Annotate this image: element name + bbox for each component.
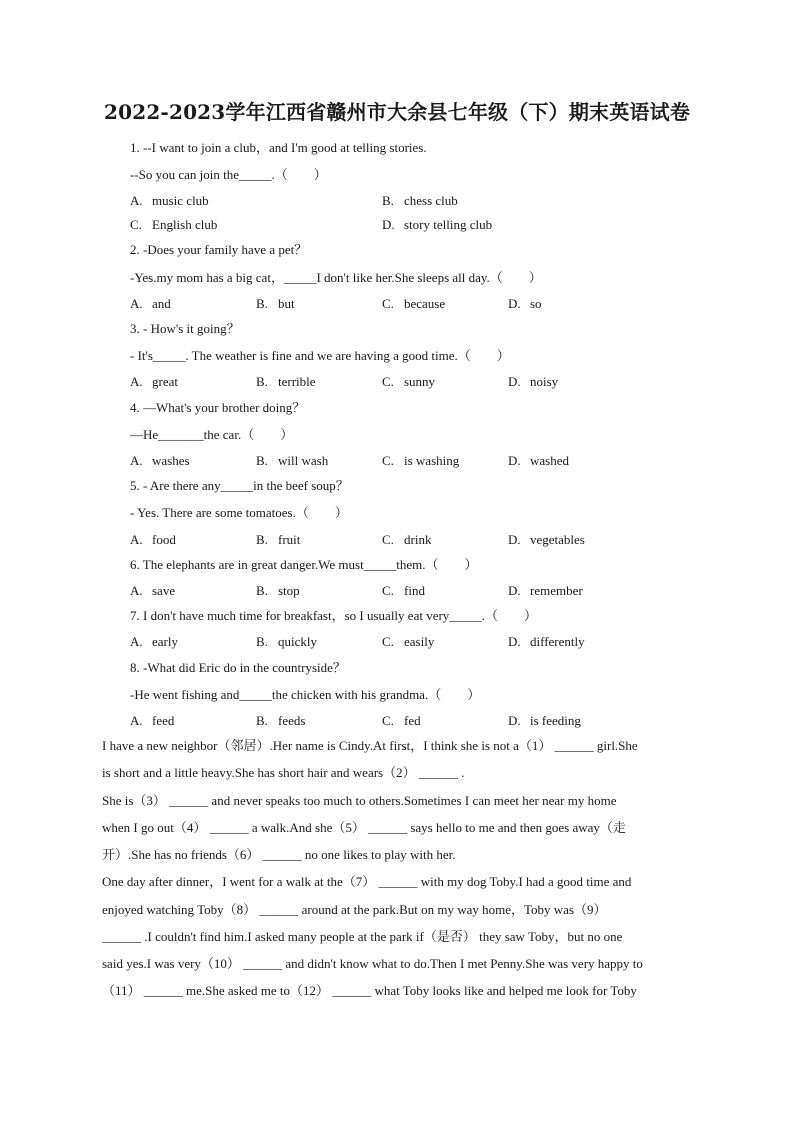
option-text: feed xyxy=(152,713,175,728)
option-letter: D. xyxy=(508,374,521,389)
answer-option[interactable] xyxy=(508,713,581,729)
option-letter: A. xyxy=(130,453,143,468)
answer-option[interactable] xyxy=(256,532,300,548)
option-text: and xyxy=(152,296,171,311)
answer-option[interactable] xyxy=(382,532,431,548)
answer-option[interactable] xyxy=(382,634,434,650)
option-text: save xyxy=(152,583,176,598)
answer-option[interactable] xyxy=(382,453,459,469)
option-letter: B. xyxy=(382,193,394,208)
answer-option[interactable] xyxy=(382,583,425,599)
option-letter: A. xyxy=(130,583,143,598)
option-text: remember xyxy=(530,583,583,598)
option-letter: C. xyxy=(382,374,394,389)
option-letter: B. xyxy=(256,713,268,728)
option-letter: A. xyxy=(130,532,143,547)
option-letter: B. xyxy=(256,583,268,598)
option-text: so xyxy=(530,296,542,311)
answer-option[interactable] xyxy=(130,634,178,650)
answer-option[interactable] xyxy=(382,296,445,312)
option-text: fed xyxy=(404,713,421,728)
answer-option[interactable] xyxy=(130,583,175,599)
option-letter: C. xyxy=(382,296,394,311)
option-letter: C. xyxy=(382,532,394,547)
question-stem: 8. -What did Eric do in the countryside？ xyxy=(130,660,346,675)
answer-option[interactable] xyxy=(130,713,174,729)
option-letter: B. xyxy=(256,634,268,649)
option-letter: D. xyxy=(508,453,521,468)
option-text: will wash xyxy=(278,453,329,468)
option-letter: A. xyxy=(130,634,143,649)
option-text: story telling club xyxy=(404,217,493,232)
option-letter: B. xyxy=(256,296,268,311)
answer-option[interactable] xyxy=(130,217,217,233)
option-text: food xyxy=(152,532,176,547)
answer-option[interactable] xyxy=(130,453,190,469)
answer-option[interactable] xyxy=(256,713,305,729)
question-prompt: -Yes.my mom has a big cat，_____I don't like her.She sleeps all day.（ ） xyxy=(130,270,542,285)
option-text: vegetables xyxy=(530,532,585,547)
option-text: noisy xyxy=(530,374,559,389)
answer-option[interactable] xyxy=(130,296,171,312)
option-text: easily xyxy=(404,634,435,649)
passage-line: ______ .I couldn't find him.I asked many people at the park if（是否） they saw Toby，but no one xyxy=(102,929,623,944)
option-letter: A. xyxy=(130,296,143,311)
option-letter: C. xyxy=(382,583,394,598)
option-text: find xyxy=(404,583,425,598)
answer-option[interactable] xyxy=(508,532,585,548)
answer-option[interactable] xyxy=(256,453,328,469)
option-letter: D. xyxy=(508,296,521,311)
option-letter: D. xyxy=(382,217,395,232)
option-text: terrible xyxy=(278,374,316,389)
option-text: sunny xyxy=(404,374,436,389)
option-letter: B. xyxy=(256,532,268,547)
passage-line: One day after dinner，I went for a walk at the（7） ______ with my dog Toby.I had a good time and xyxy=(102,874,632,889)
option-letter: D. xyxy=(508,713,521,728)
option-letter: D. xyxy=(508,532,521,547)
answer-option[interactable] xyxy=(256,374,316,390)
option-text: early xyxy=(152,634,178,649)
option-text: fruit xyxy=(278,532,301,547)
page-title: 2022-2023学年江西省赣州市大余县七年级（下）期末英语试卷 xyxy=(103,100,691,124)
option-text: washes xyxy=(152,453,190,468)
question-stem: 4. —What's your brother doing？ xyxy=(130,400,306,415)
option-letter: B. xyxy=(256,374,268,389)
option-text: quickly xyxy=(278,634,317,649)
option-text: music club xyxy=(152,193,209,208)
passage-line: said yes.I was very（10） ______ and didn't know what to do.Then I met Penny.She was very happy to xyxy=(102,956,643,971)
question-prompt: -He went fishing and_____the chicken with his grandma.（ ） xyxy=(130,687,481,702)
question-stem: 5. - Are there any_____in the beef soup？ xyxy=(130,478,349,493)
option-letter: D. xyxy=(508,583,521,598)
question-stem: 3. - How's it going？ xyxy=(130,321,240,336)
answer-option[interactable] xyxy=(508,374,558,390)
question-stem: 7. I don't have much time for breakfast，so I usually eat very_____.（ ） xyxy=(130,608,538,623)
answer-option[interactable] xyxy=(382,713,421,729)
option-text: feeds xyxy=(278,713,306,728)
option-letter: A. xyxy=(130,713,143,728)
answer-option[interactable] xyxy=(256,583,300,599)
question-prompt: - It's_____. The weather is fine and we are having a good time.（ ） xyxy=(130,348,510,363)
answer-option[interactable] xyxy=(382,374,435,390)
passage-line: is short and a little heavy.She has short hair and wears（2） ______ . xyxy=(102,765,465,780)
option-letter: A. xyxy=(130,193,143,208)
option-text: because xyxy=(404,296,446,311)
answer-option[interactable] xyxy=(256,634,317,650)
question-stem: 2. -Does your family have a pet？ xyxy=(130,242,308,257)
passage-line: enjoyed watching Toby（8） ______ around at the park.But on my way home，Toby was（9） xyxy=(102,902,607,917)
answer-option[interactable] xyxy=(382,217,492,233)
answer-option[interactable] xyxy=(382,193,458,209)
option-letter: D. xyxy=(508,634,521,649)
option-text: but xyxy=(278,296,295,311)
option-text: great xyxy=(152,374,178,389)
question-stem: 1. --I want to join a club，and I'm good at telling stories. xyxy=(130,140,427,155)
passage-line: （11） ______ me.She asked me to（12） ______ what Toby looks like and helped me look for Toby xyxy=(102,983,637,998)
answer-option[interactable] xyxy=(130,193,209,209)
question-stem: 6. The elephants are in great danger.We must_____them.（ ） xyxy=(130,557,478,572)
option-letter: C. xyxy=(382,453,394,468)
option-letter: C. xyxy=(382,713,394,728)
question-prompt: --So you can join the_____.（ ） xyxy=(130,167,327,182)
question-prompt: - Yes. There are some tomatoes.（ ） xyxy=(130,505,348,520)
passage-line: I have a new neighbor（邻居）.Her name is Cindy.At first，I think she is not a（1） ______ girl.She xyxy=(102,738,638,753)
option-letter: B. xyxy=(256,453,268,468)
answer-option[interactable] xyxy=(508,296,542,312)
option-text: washed xyxy=(530,453,569,468)
question-prompt: —He_______the car.（ ） xyxy=(130,427,294,442)
answer-option[interactable] xyxy=(508,453,569,469)
passage-line: 开）.She has no friends（6） ______ no one likes to play with her. xyxy=(102,847,456,862)
option-text: English club xyxy=(152,217,218,232)
answer-option[interactable] xyxy=(508,583,583,599)
option-text: is washing xyxy=(404,453,460,468)
option-letter: C. xyxy=(130,217,142,232)
option-text: chess club xyxy=(404,193,458,208)
answer-option[interactable] xyxy=(256,296,295,312)
answer-option[interactable] xyxy=(130,532,176,548)
answer-option[interactable] xyxy=(130,374,178,390)
option-text: stop xyxy=(278,583,300,598)
option-letter: C. xyxy=(382,634,394,649)
passage-line: She is（3） ______ and never speaks too much to others.Sometimes I can meet her near my home xyxy=(102,793,617,808)
option-text: is feeding xyxy=(530,713,581,728)
option-letter: A. xyxy=(130,374,143,389)
answer-option[interactable] xyxy=(508,634,585,650)
option-text: differently xyxy=(530,634,585,649)
passage-line: when I go out（4） ______ a walk.And she（5） ______ says hello to me and then goes away（走 xyxy=(102,820,626,835)
option-text: drink xyxy=(404,532,432,547)
